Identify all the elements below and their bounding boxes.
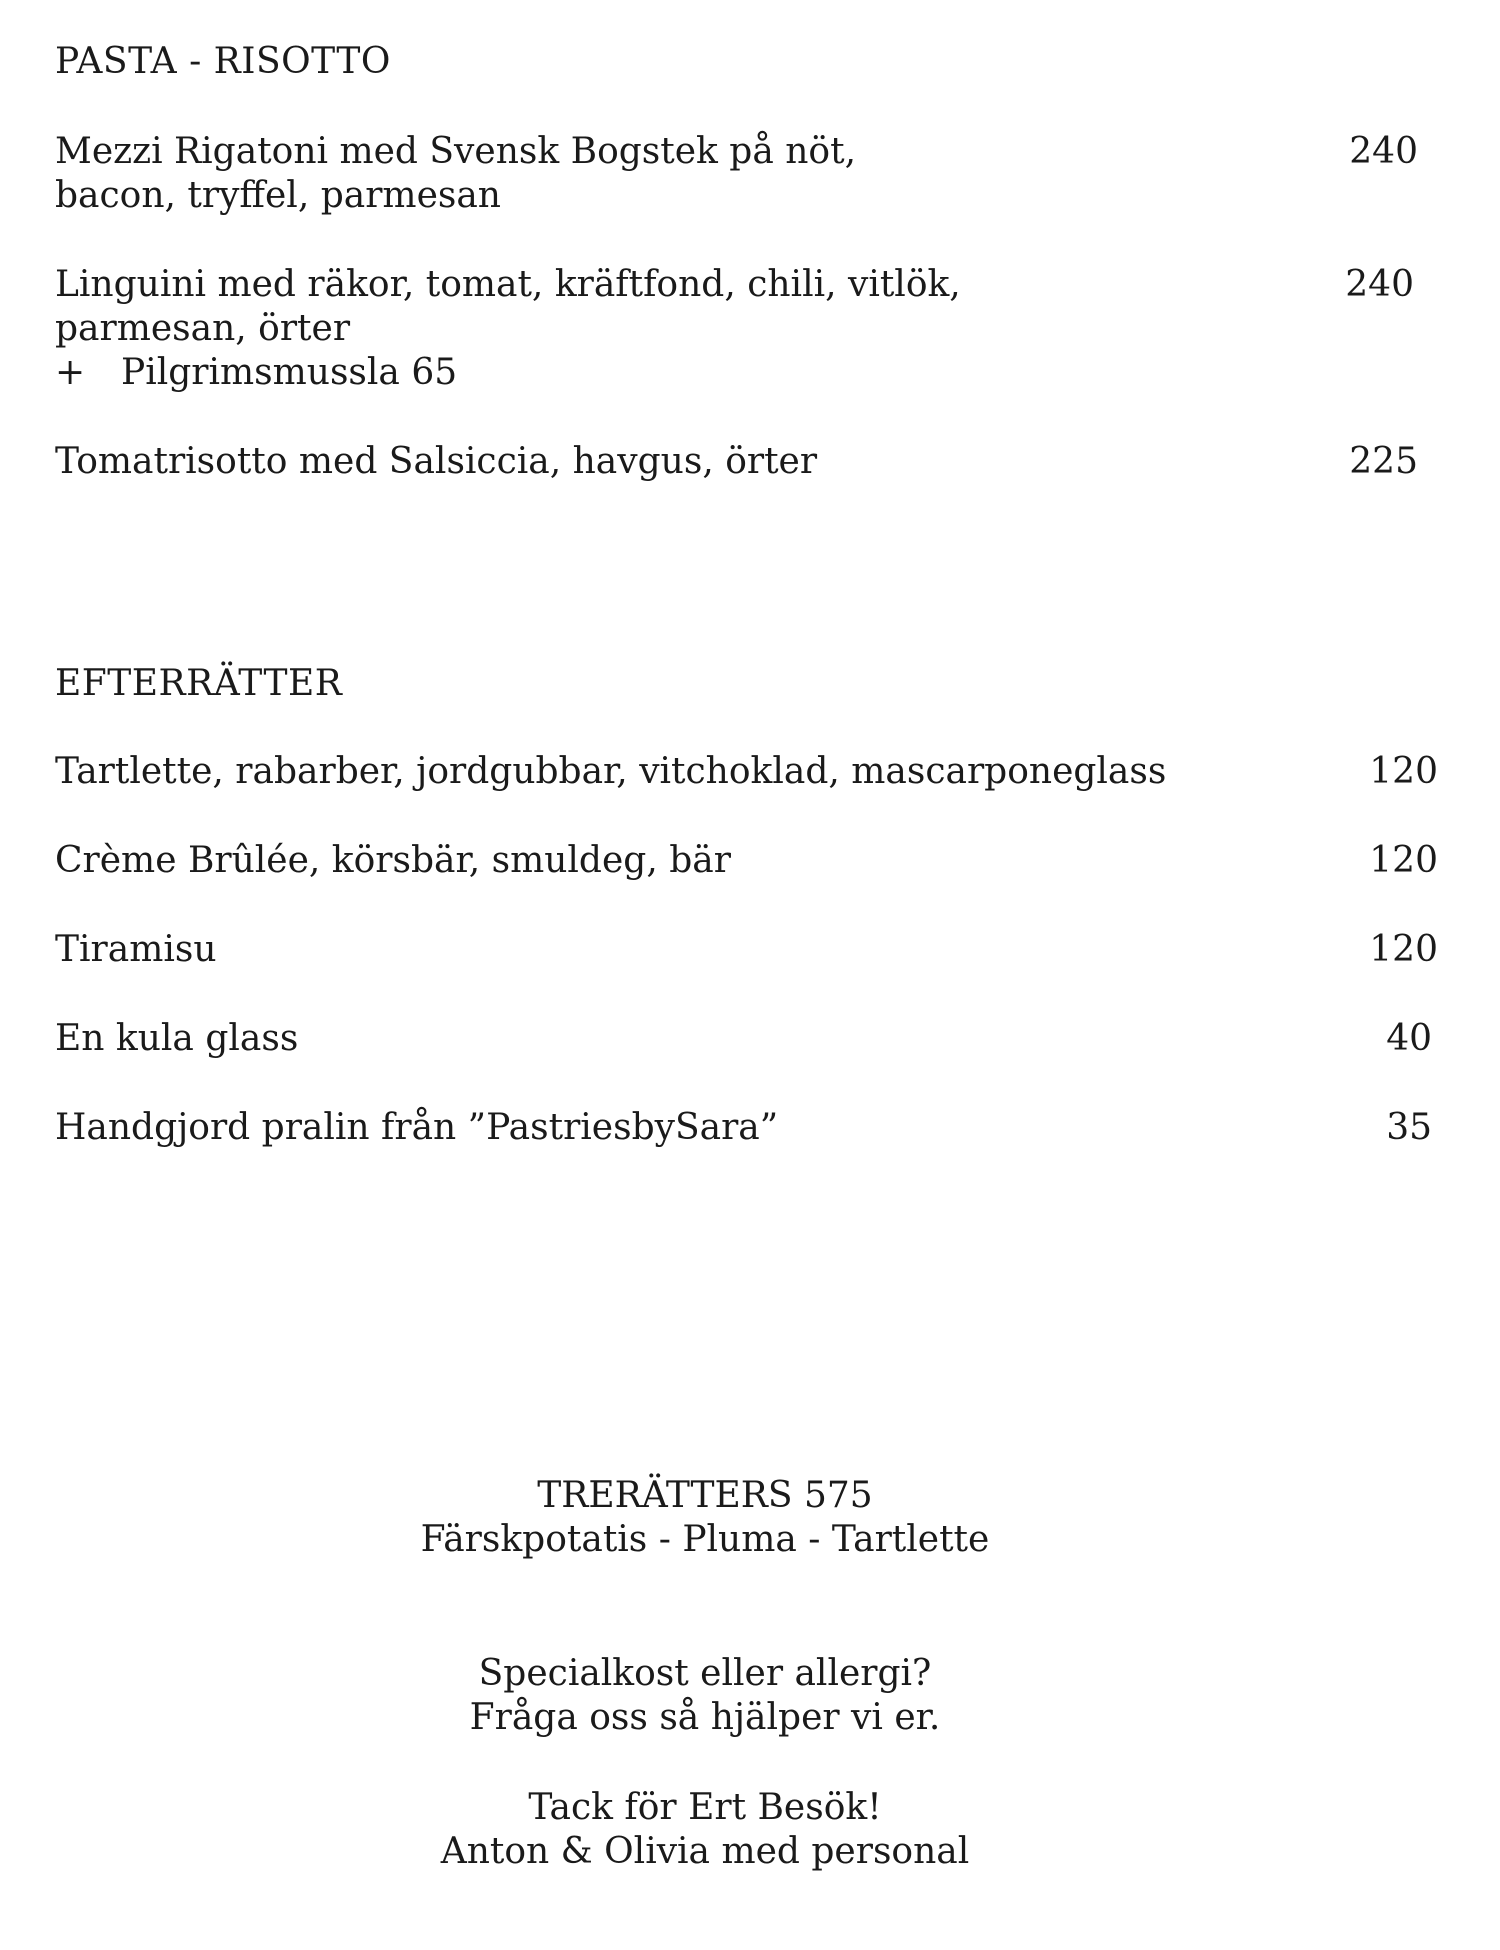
item-price: 40 (1386, 1018, 1432, 1059)
section-heading-pasta: PASTA - RISOTTO (55, 41, 391, 82)
addon-text: Pilgrimsmussla 65 (121, 352, 458, 393)
item-name: Tomatrisotto med Salsiccia, havgus, örter (55, 441, 818, 482)
item-price: 120 (1369, 840, 1438, 881)
set-menu-title: TRERÄTTERS 575 (537, 1475, 873, 1516)
item-price: 35 (1386, 1107, 1432, 1148)
set-menu-courses: Färskpotatis - Pluma - Tartlette (420, 1519, 990, 1560)
item-price: 225 (1349, 441, 1418, 482)
allergy-help: Fråga oss så hjälper vi er. (469, 1697, 941, 1738)
addon-plus: + (55, 352, 86, 393)
item-price: 120 (1369, 751, 1438, 792)
item-price: 240 (1349, 131, 1418, 172)
item-price: 120 (1369, 929, 1438, 970)
signature-line: Anton & Olivia med personal (440, 1831, 970, 1872)
thanks-line: Tack för Ert Besök! (528, 1787, 882, 1828)
item-name: Crème Brûlée, körsbär, smuldeg, bär (55, 840, 731, 881)
item-name: Tiramisu (55, 929, 217, 970)
item-price: 240 (1345, 264, 1414, 305)
item-name: Mezzi Rigatoni med Svensk Bogstek på nöt, (55, 131, 857, 172)
item-addon (55, 351, 457, 395)
item-description: parmesan, örter (55, 308, 351, 349)
allergy-question: Specialkost eller allergi? (478, 1653, 932, 1694)
item-description: bacon, tryffel, parmesan (55, 175, 501, 216)
item-name: Linguini med räkor, tomat, kräftfond, chili, vitlök, (55, 264, 961, 305)
item-name: Tartlette, rabarber, jordgubbar, vitchoklad, mascarponeglass (55, 751, 1167, 792)
item-name: Handgjord pralin från ”PastriesbySara” (55, 1107, 779, 1148)
section-heading-desserts: EFTERRÄTTER (55, 663, 343, 704)
item-name: En kula glass (55, 1018, 299, 1059)
